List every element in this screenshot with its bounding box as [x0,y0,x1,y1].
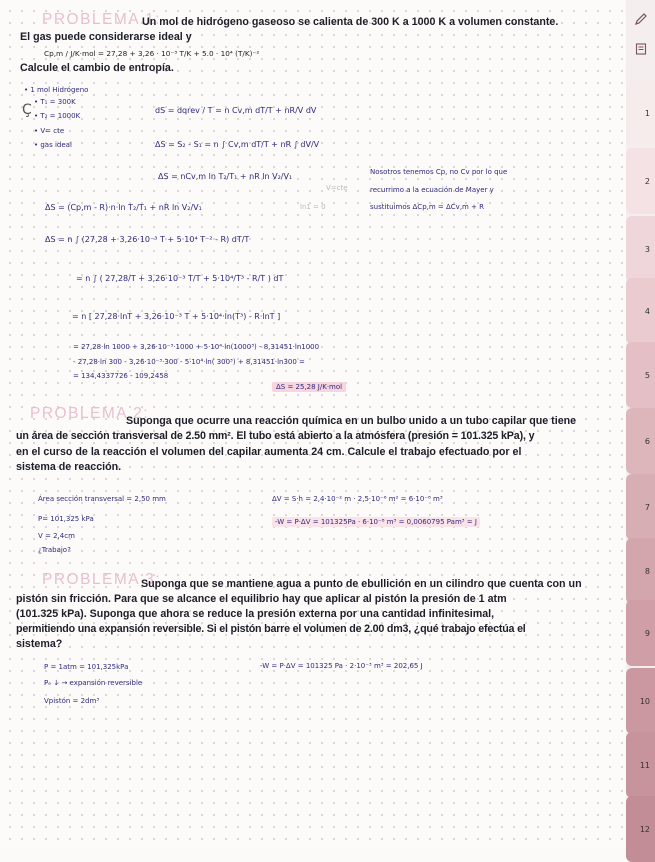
notebook-sidebar [626,0,655,848]
tab-7[interactable]: 7 [626,474,655,540]
tab-12[interactable]: 12 [626,796,655,862]
data-item: • T₂ = 1000K [34,112,81,120]
entropy-eq-3: ΔS = nCv,m ln T₂/T₁ + nR ln V₂/V₁ [158,172,293,181]
problem-1-line-2: El gas puede considerarse ideal y [20,31,192,43]
problem-2-line-1: Suponga que ocurre una reacción química en un bulbo unido a un tubo capilar que tiene [126,415,577,427]
data-item: • V= cte [34,127,65,135]
p2-data-question: ¿Trabajo? [38,546,71,554]
tab-11[interactable]: 11 [626,732,655,798]
tab-2[interactable]: 2 [626,148,655,214]
entropy-eq-1: dS = dqrev / T = n Cv,m dT/T + nR/V dV [155,106,317,115]
tab-6[interactable]: 6 [626,408,655,474]
tab-10[interactable]: 10 [626,668,655,734]
note-line-2: recurrimo a la ecuación de Mayer y [370,186,494,194]
note-line-1: Nosotros tenemos Cp, no Cv por lo que [370,168,508,176]
tab-8[interactable]: 8 [626,538,655,604]
tab-4[interactable]: 4 [626,278,655,344]
entropy-eq-9: - 27,28·ln 300 - 3,26·10⁻³·300 - 5·10⁴·ln( 300³) + 8,31451·ln300 = [73,358,305,366]
p3-data-volume: Vpistón = 2dm³ [44,697,100,705]
pencil-icon[interactable] [630,8,651,29]
notebook-icon[interactable] [630,38,651,59]
p2-data-pressure: P= 101,325 kPa [38,515,94,523]
problem-1-line-3: Calcule el cambio de entropía. [20,62,174,74]
p2-data-volume: V = 2,4cm [38,532,75,540]
ln1-annotation: ln1 = 0 [300,203,326,211]
problem-1-title: PROBLEMA 1: [42,11,162,28]
problem-3-line-2: pistón sin fricción. Para que se alcance el equilibrio hay que aplicar al pistón la presión de 1 atm [16,593,507,605]
tab-5[interactable]: 5 [626,342,655,408]
entropy-eq-8: = 27,28·ln 1000 + 3,26·10⁻³·1000 + 5·10⁴·ln(1000³) - 8,31451·ln1000 [73,343,320,351]
data-item: • T₁ = 300K [34,98,76,106]
problem-2-line-3: en el curso de la reacción el volumen del capilar aumenta 24 cm. Calcule el trabajo efectuado por el [16,446,522,458]
problem-3-line-4: permitiendo una expansión reversible. Si el pistón barre el volumen de 2.00 dm3, ¿qué trabajo efectúa el [16,623,526,635]
problem-3-line-5: sistema? [16,638,63,650]
entropy-eq-6: = n ∫ ( 27,28/T + 3,26·10⁻³ T/T + 5·10⁴/T³ - R/T ) dT [76,274,284,283]
entropy-eq-2: ΔS = S₂ - S₁ = n ∫ Cv,m dT/T + nR ∫ dV/V [155,140,320,149]
problem-1-line-1: Un mol de hidrógeno gaseoso se calienta de 300 K a 1000 K a volumen constante. [142,16,559,28]
vcte-annotation: V=cte [326,184,348,192]
data-item: • 1 mol Hidrógeno [24,86,89,94]
problem-2-title: PROBLEMA 2: [30,405,150,422]
p3-data-pressure: P = 1atm = 101,325kPa [44,663,129,671]
p3-data-expansion: Pₑ ↓ → expansión reversible [44,679,143,687]
tab-1[interactable]: 1 [626,80,655,146]
p2-eq-work: -W = P·ΔV = 101325Pa · 6·10⁻⁸ m³ = 0,0060795 Pam³ = J [272,518,480,526]
problem-3-title: PROBLEMA 3: [42,571,162,588]
tab-3[interactable]: 3 [626,216,655,282]
data-item: • gas ideal [34,141,72,149]
problem-2-line-4: sistema de reacción. [16,461,122,473]
problem-2-line-2: un área de sección transversal de 2.50 mm². El tubo está abierto a la atmósfera (presión = 101.325 kPa), y [16,430,535,442]
tab-9[interactable]: 9 [626,600,655,666]
entropy-result: ΔS = 25,28 J/K·mol [272,383,346,391]
entropy-eq-4: ΔS = (Cp,m - R)·n·ln T₂/T₁ + nR ln V₂/V₁ [45,203,202,212]
entropy-eq-7: = n [ 27,28·lnT + 3,26·10⁻³ T + 5·10⁴·ln(T³) - R·lnT ] [72,312,281,321]
problem-3-line-3: (101.325 kPa). Suponga que ahora se reduce la presión externa por una cantidad infinitesimal, [16,608,495,620]
note-line-3: sustituimos ΔCp,m = ΔCv,m + R [370,203,485,211]
entropy-eq-5: ΔS = n ∫ (27,28 + 3,26·10⁻³ T + 5·10⁴ T⁻² - R) dT/T [45,235,250,244]
brace-icon: Ç [22,102,32,118]
p2-eq-volume: ΔV = S·h = 2,4·10⁻² m · 2,5·10⁻⁶ m² = 6·10⁻⁸ m³ [272,495,443,503]
entropy-eq-10: = 134,4337726 - 109,2458 [73,372,169,380]
heat-capacity-formula: Cp,m / J/K·mol = 27,28 + 3,26 · 10⁻³ T/K + 5.0 · 10⁴ (T/K)⁻² [44,49,260,58]
p2-data-area: Área sección transversal = 2,50 mm [38,495,166,503]
p3-eq-work: -W = P·ΔV = 101325 Pa · 2·10⁻³ m³ = 202,65 J [260,662,423,670]
problem-3-line-1: Suponga que se mantiene agua a punto de ebullición en un cilindro que cuenta con un [141,578,582,590]
